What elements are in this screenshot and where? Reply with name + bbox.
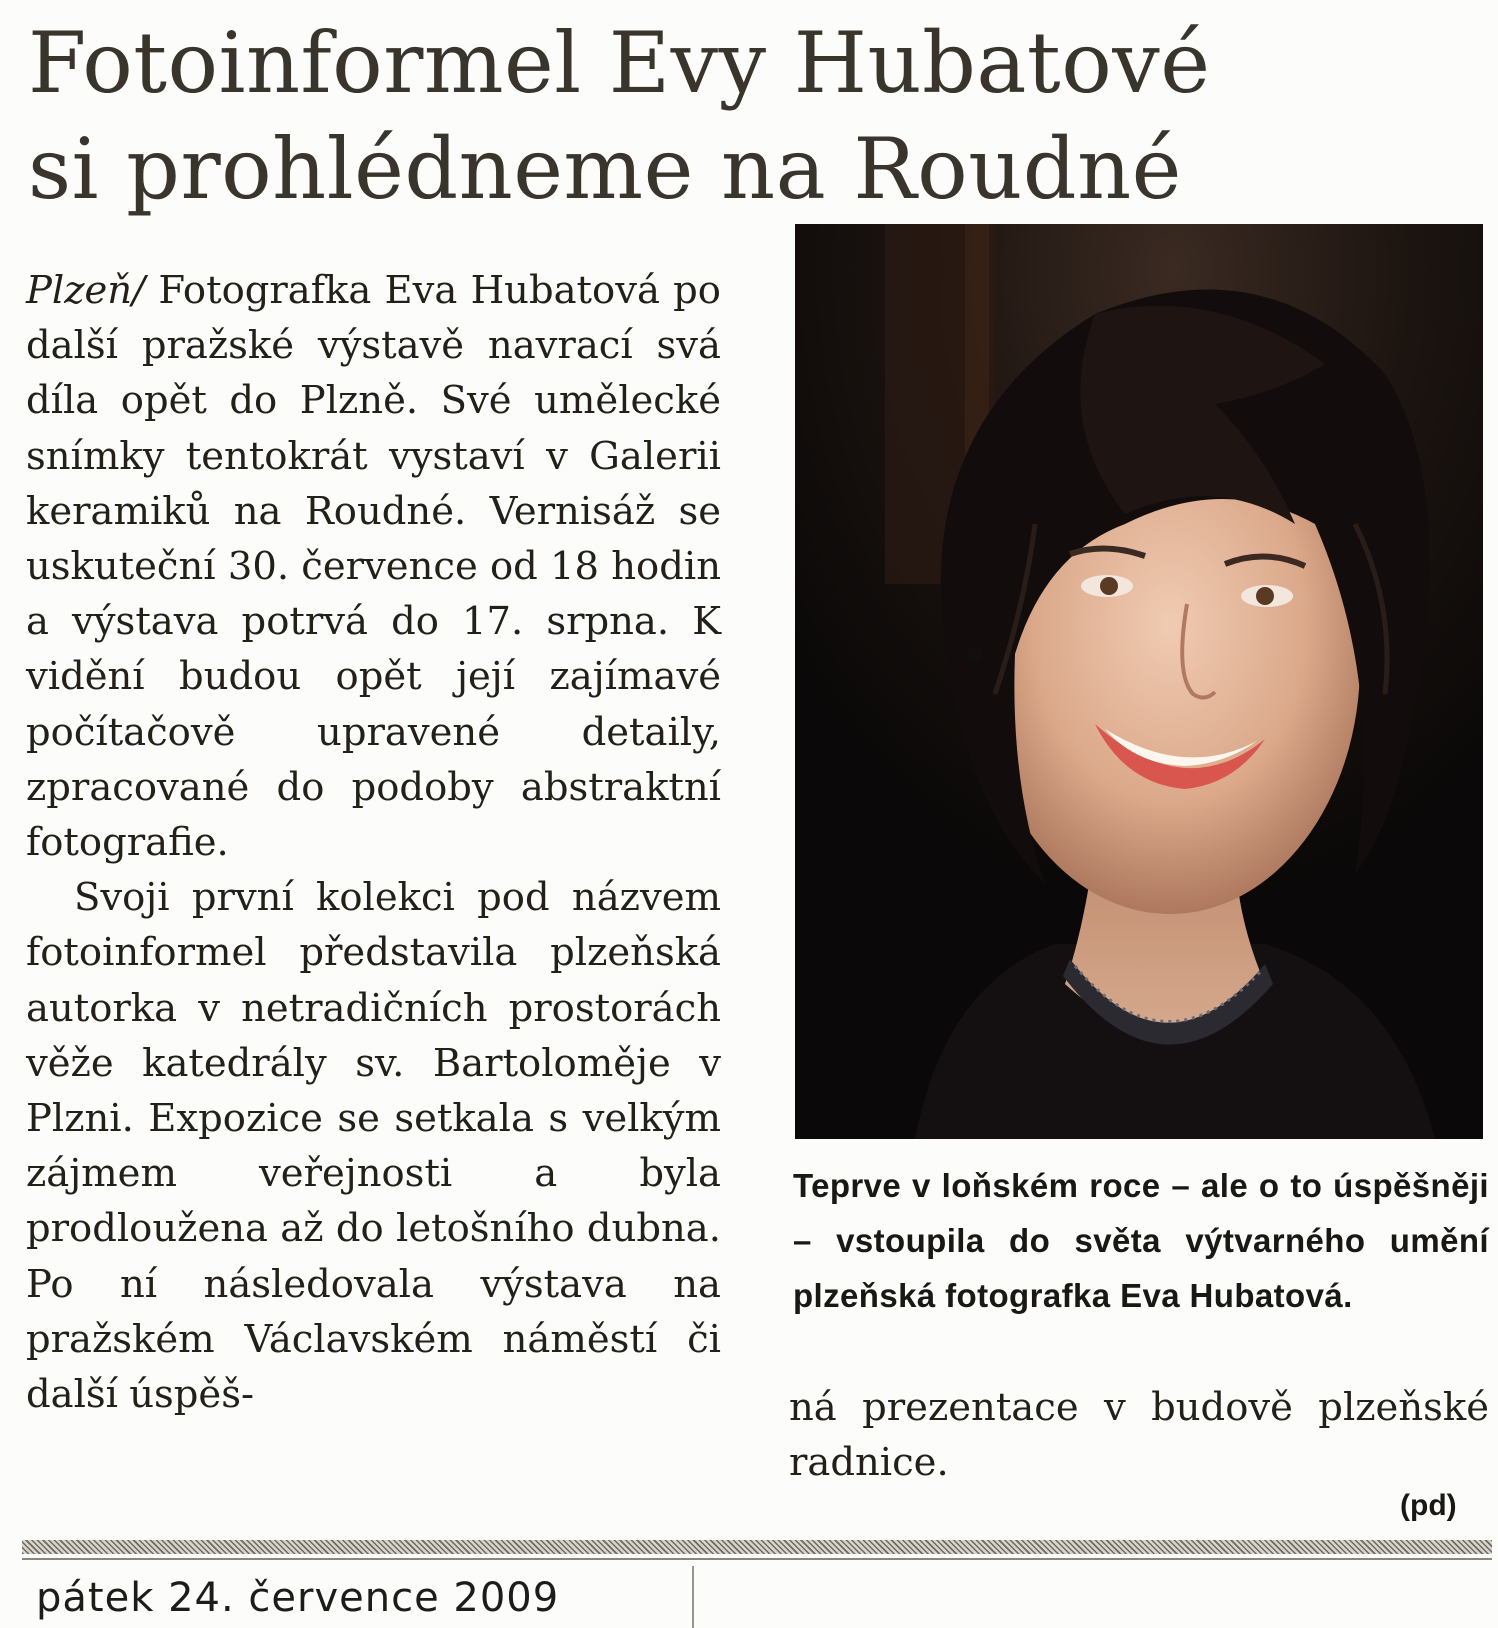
photo-caption: Teprve v loňském roce – ale o to úspěšněji – vstoupila do světa výtvarného umění plzeňská fotografka Eva Hubatová. xyxy=(793,1167,1489,1314)
article-body-column xyxy=(26,263,721,1422)
article-continuation xyxy=(789,1380,1489,1490)
portrait-photo xyxy=(795,224,1483,1139)
portrait-illustration xyxy=(795,224,1483,1139)
issue-date: pátek 24. července 2009 xyxy=(36,1575,560,1621)
continuation-text: ná prezentace v budově plzeňské radnice. xyxy=(789,1385,1489,1486)
footer-divider-line xyxy=(22,1558,1492,1560)
article-paragraph-2: Svoji první kolekci pod názvem fotoinformel představila plzeňská autorka v netradičních prostorách věže katedrály sv. Bartoloměje v Plzni. Expozice se setkala s velkým zájmem veřejnosti a byla prodloužena až do letošního dubna. Po ní následovala výstava na pražském Václavském náměstí či další úspěš- xyxy=(26,875,721,1418)
article-headline xyxy=(28,10,1468,222)
author-signature: (pd) xyxy=(1400,1489,1457,1522)
dateline: Plzeň/ xyxy=(26,268,146,313)
footer-vertical-divider xyxy=(692,1566,694,1628)
headline-line-1: Fotoinformel Evy Hubatové xyxy=(28,14,1211,112)
article-paragraph-1 xyxy=(26,263,721,870)
headline-line-2: si prohlédneme na Roudné xyxy=(28,120,1182,218)
hatched-divider xyxy=(22,1540,1492,1554)
paragraph-1-text: Fotografka Eva Hubatová po další pražské výstavě navrací svá díla opět do Plzně. Své umělecké snímky tentokrát vystaví v Galerii keramiků na Roudné. Vernisáž se uskuteční 30. července od 18 hodin a výstava potrvá do 17. srpna. K vidění budou opět její zajímavé počítačově upravené detaily, zpracované do podoby abstraktní fotografie. xyxy=(26,268,721,866)
